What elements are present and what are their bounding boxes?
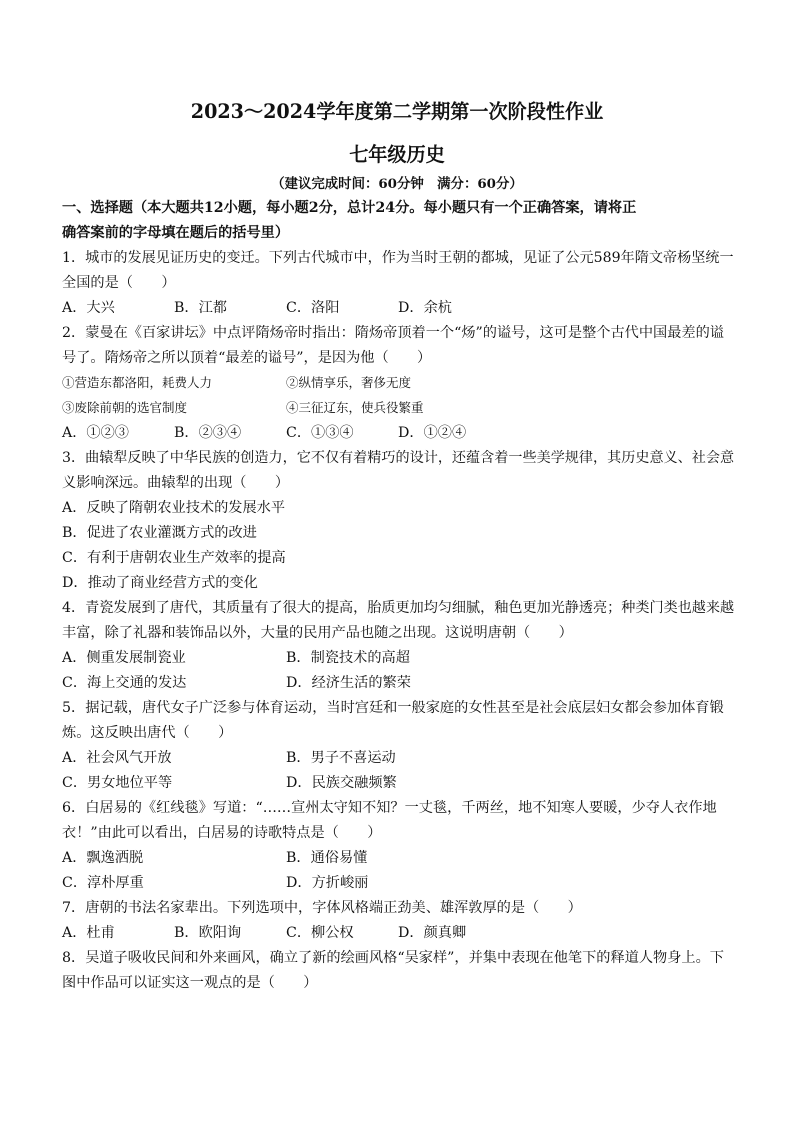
q1-option-b[interactable]: B．江都 [174,300,227,316]
q5-stem-line-1: 5．据记载，唐代女子广泛参与体育运动，当时宫廷和一般家庭的女性甚至是社会底层妇女都会参加体育锻 [62,700,724,716]
q6-option-c[interactable]: C．淳朴厚重 [62,875,144,891]
q7-option-a[interactable]: A．杜甫 [62,925,115,941]
q7-option-b[interactable]: B．欧阳询 [174,925,242,941]
q8-stem-line-2: 图中作品可以证实这一观点的是（ ） [62,975,318,991]
q7-stem-line-1: 7．唐朝的书法名家辈出。下列选项中，字体风格端正劲美、雄浑敦厚的是（ ） [62,900,582,916]
q2-option-d[interactable]: D．①②④ [398,425,467,441]
q4-option-c[interactable]: C．海上交通的发达 [62,675,187,691]
q6-option-a[interactable]: A．飘逸洒脱 [62,850,144,866]
q2-statement-2: ②纵情享乐，奢侈无度 [286,375,412,390]
q3-option-a[interactable]: A．反映了隋朝农业技术的发展水平 [62,500,286,516]
q5-option-d[interactable]: D．民族交融频繁 [286,775,397,791]
q1-stem-line-1: 1．城市的发展见证历史的变迁。下列古代城市中，作为当时王朝的都城，见证了公元589年隋文帝杨坚统一 [62,250,734,266]
q2-option-b[interactable]: B．②③④ [174,425,242,441]
section-heading-line-1: 一、选择题（本大题共12小题，每小题2分，总计24分。每小题只有一个正确答案，请将正 [62,200,637,216]
q5-option-b[interactable]: B．男子不喜运动 [286,750,396,766]
q5-stem-line-2: 炼。这反映出唐代（ ） [62,725,233,741]
q2-option-a[interactable]: A．①②③ [62,425,129,441]
q8-stem-line-1: 8．吴道子吸收民间和外来画风，确立了新的绘画风格“吴家样”，并集中表现在他笔下的释道人物身上。下 [62,950,724,966]
q3-option-c[interactable]: C．有利于唐朝农业生产效率的提高 [62,550,286,566]
q6-option-d[interactable]: D．方折峻丽 [286,875,369,891]
q2-statement-3: ③废除前朝的选官制度 [62,400,188,415]
exam-title: 2023～2024学年度第二学期第一次阶段性作业 [190,100,604,123]
q4-option-a[interactable]: A．侧重发展制瓷业 [62,650,186,666]
q7-option-c[interactable]: C．柳公权 [286,925,354,941]
q1-option-c[interactable]: C．洛阳 [286,300,340,316]
time-score-note: （建议完成时间：60分钟 满分：60分） [271,176,523,192]
q7-option-d[interactable]: D．颜真卿 [398,925,467,941]
q3-option-b[interactable]: B．促进了农业灌溉方式的改进 [62,525,257,541]
q3-stem-line-2: 义影响深远。曲辕犁的出现（ ） [62,475,290,491]
q1-stem-line-2: 全国的是（ ） [62,275,176,291]
q2-statement-1: ①营造东都洛阳，耗费人力 [62,375,213,390]
q5-option-c[interactable]: C．男女地位平等 [62,775,173,791]
q2-option-c[interactable]: C．①③④ [286,425,354,441]
q6-stem-line-1: 6．白居易的《红线毯》写道：“……宣州太守知不知？一丈毯，千两丝，地不知寒人要暖，少夺人衣作地 [62,800,717,816]
q4-option-d[interactable]: D．经济生活的繁荣 [286,675,411,691]
q4-stem-line-2: 丰富，除了礼器和装饰品以外，大量的民用产品也随之出现。这说明唐朝（ ） [62,625,573,641]
q3-stem-line-1: 3．曲辕犁反映了中华民族的创造力，它不仅有着精巧的设计，还蕴含着一些美学规律，其历史意义、社会意 [62,450,735,466]
q1-option-a[interactable]: A．大兴 [62,300,115,316]
q2-statement-4: ④三征辽东，使兵役繁重 [286,400,424,415]
q2-stem-line-1: 2．蒙曼在《百家讲坛》中点评隋炀帝时指出：隋炀帝顶着一个“炀”的谥号，这可是整个古代中国最差的谥 [62,325,724,341]
section-heading-line-2: 确答案前的字母填在题后的括号里） [62,225,290,241]
q4-stem-line-1: 4．青瓷发展到了唐代，其质量有了很大的提高，胎质更加均匀细腻，釉色更加光静透亮；种类门类也越来越 [62,600,735,616]
q2-stem-line-2: 号了。隋炀帝之所以顶着“最差的谥号”，是因为他（ ） [62,350,432,366]
q5-option-a[interactable]: A．社会风气开放 [62,750,172,766]
q6-stem-line-2: 衣！”由此可以看出，白居易的诗歌特点是（ ） [62,825,382,841]
subject-title: 七年级历史 [349,143,445,166]
q3-option-d[interactable]: D．推动了商业经营方式的变化 [62,575,258,591]
q4-option-b[interactable]: B．制瓷技术的高超 [286,650,410,666]
q6-option-b[interactable]: B．通俗易懂 [286,850,368,866]
q1-option-d[interactable]: D．余杭 [398,300,452,316]
